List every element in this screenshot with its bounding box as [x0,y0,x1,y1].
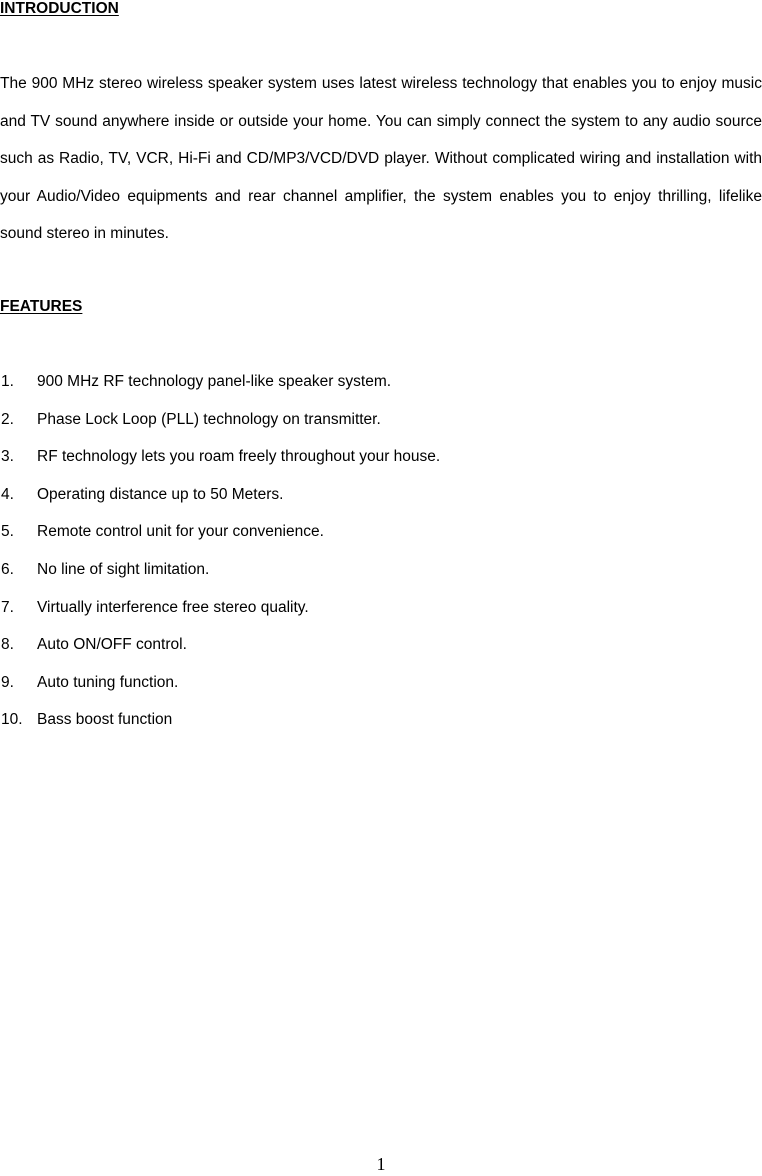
feature-number: 2. [1,410,14,428]
feature-number: 9. [1,673,14,691]
feature-number: 1. [1,373,14,390]
feature-number: 3. [1,448,14,466]
feature-text: Auto tuning function. [37,673,179,691]
introduction-paragraph: The 900 MHz stereo wireless speaker system uses latest wireless technology that enables you to enjoy music and TV sound anywhere inside or outside your home. You can simply connect the system to any audio source such as Radio, TV, VCR, Hi-Fi and CD/MP3/VCD/DVD player. Without complicated wiring and installation with your Audio/Video equipments and rear channel amplifier, the system enables you to enjoy thrilling, lifelike sound stereo in minutes. [0,75,762,243]
feature-number: 10. [1,711,23,729]
introduction-heading: INTRODUCTION [0,0,119,17]
feature-text: No line of sight limitation. [37,560,210,578]
feature-number: 6. [1,560,14,578]
feature-item [0,401,700,439]
feature-item [0,664,700,702]
feature-item [0,589,700,627]
feature-text: 900 MHz RF technology panel-like speaker system. [37,373,392,390]
feature-number: 4. [1,485,14,503]
feature-item [0,701,700,739]
feature-item [0,438,700,476]
feature-item [0,626,700,664]
feature-text: Virtually interference free stereo quality. [37,598,309,616]
page-number: 1 [376,1154,386,1174]
features-list [0,363,700,739]
feature-item [0,476,700,514]
feature-number: 8. [1,636,14,654]
feature-number: 7. [1,598,14,616]
feature-text: Remote control unit for your convenience. [37,523,324,541]
features-heading: FEATURES [0,298,83,315]
feature-text: Bass boost function [37,711,173,729]
feature-text: RF technology lets you roam freely throughout your house. [37,448,441,466]
feature-item [0,551,700,589]
feature-text: Phase Lock Loop (PLL) technology on transmitter. [37,410,381,428]
feature-text: Operating distance up to 50 Meters. [37,485,284,503]
feature-item [0,513,700,551]
feature-text: Auto ON/OFF control. [37,636,187,654]
feature-item [0,363,700,401]
feature-number: 5. [1,523,14,541]
